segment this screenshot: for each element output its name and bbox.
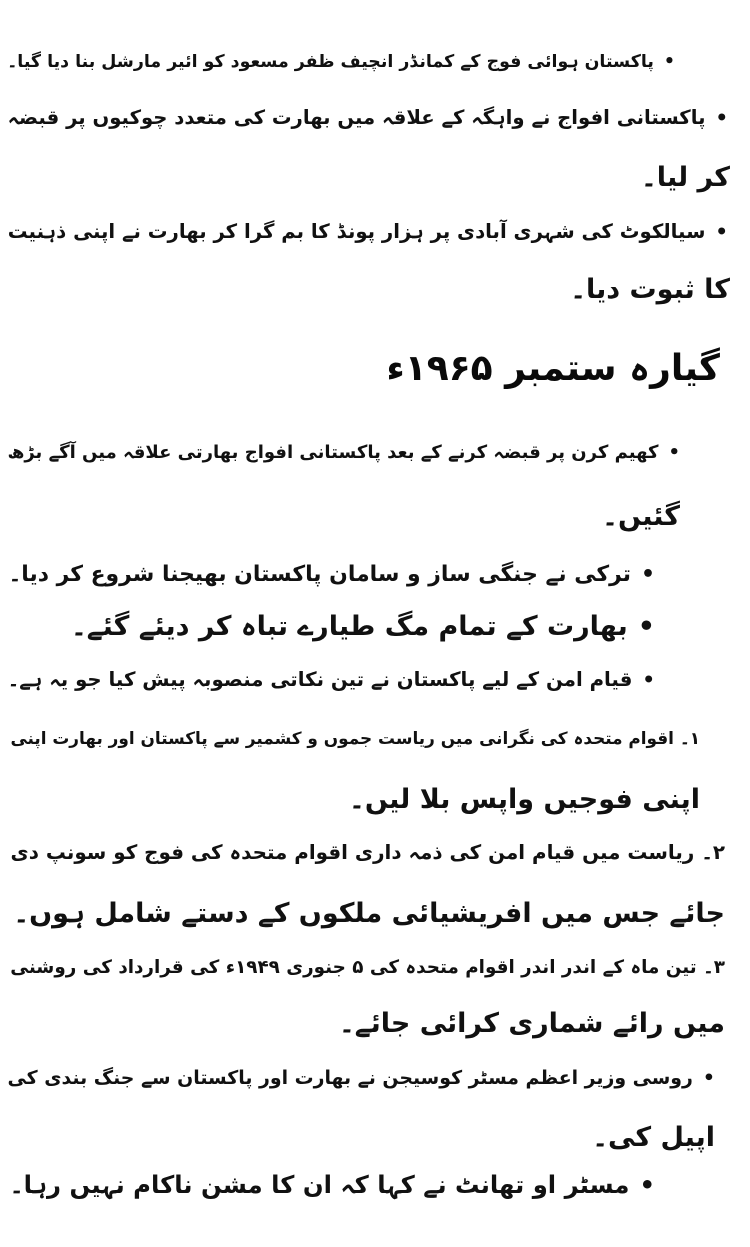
continuation-line-wagah: کر لیا۔ bbox=[640, 162, 730, 193]
bullet-line-wagah-posts: • پاکستانی افواج نے واہگہ کے علاقہ میں بھارت کی متعدد چوکیوں پر قبضہ bbox=[8, 98, 728, 138]
bullet-line-u-thant: • مسٹر او تھانٹ نے کہا کہ ان کا مشن ناکام نہیں رہا۔ bbox=[9, 1165, 655, 1205]
plan-point-1-line-2: اپنی فوجیں واپس بلا لیں۔ bbox=[349, 784, 700, 815]
bullet-line-kosygin-appeal: • روسی وزیر اعظم مسٹر کوسیجن نے بھارت اور پاکستان سے جنگ بندی کی bbox=[8, 1058, 715, 1098]
continuation-line-khem-karan: گئیں۔ bbox=[602, 501, 680, 532]
continuation-line-sialkot: کا ثبوت دیا۔ bbox=[570, 274, 730, 305]
bullet-line-khem-karan: • کھیم کرن پر قبضہ کرنے کے بعد پاکستانی افواج بھارتی علاقہ میں آگے بڑھ bbox=[7, 433, 680, 473]
bullet-line-sialkot-bombing: • سیالکوٹ کی شہری آبادی پر ہزار پونڈ کا بم گرا کر بھارت نے اپنی ذہنیت bbox=[8, 212, 728, 252]
continuation-line-kosygin: اپیل کی۔ bbox=[592, 1122, 715, 1153]
bullet-line-turkey-supplies: • ترکی نے جنگی ساز و سامان پاکستان بھیجنا شروع کر دیا۔ bbox=[8, 555, 655, 595]
date-heading: گیارہ ستمبر ۱۹۶۵ء bbox=[386, 348, 720, 389]
plan-point-3-line-2: میں رائے شماری کرائی جائے۔ bbox=[338, 1008, 725, 1039]
bullet-line-mig-destroyed: • بھارت کے تمام مگ طیارے تباہ کر دیئے گئے۔ bbox=[71, 607, 655, 647]
bullet-line-air-marshal: • پاکستان ہوائی فوج کے کمانڈر انچیف ظفر مسعود کو ائیر مارشل بنا دیا گیا۔ bbox=[7, 42, 675, 82]
plan-point-2-line-2: جائے جس میں افریشیائی ملکوں کے دستے شامل ہوں۔ bbox=[13, 898, 725, 929]
plan-point-1-line-1: ۱۔ اقوام متحدہ کی نگرانی میں ریاست جموں و کشمیر سے پاکستان اور بھارت اپنی bbox=[10, 728, 700, 748]
plan-point-3-line-1: ۳۔ تین ماہ کے اندر اندر اقوام متحدہ کی ۵ جنوری ۱۹۴۹ء کی قرارداد کی روشنی bbox=[10, 957, 725, 978]
plan-point-2-line-1: ۲۔ ریاست میں قیام امن کی ذمہ داری اقوام متحدہ کی فوج کو سونپ دی bbox=[10, 841, 725, 864]
bullet-line-peace-plan: • قیام امن کے لیے پاکستان نے تین نکاتی منصوبہ پیش کیا جو یہ ہے۔ bbox=[8, 660, 655, 700]
